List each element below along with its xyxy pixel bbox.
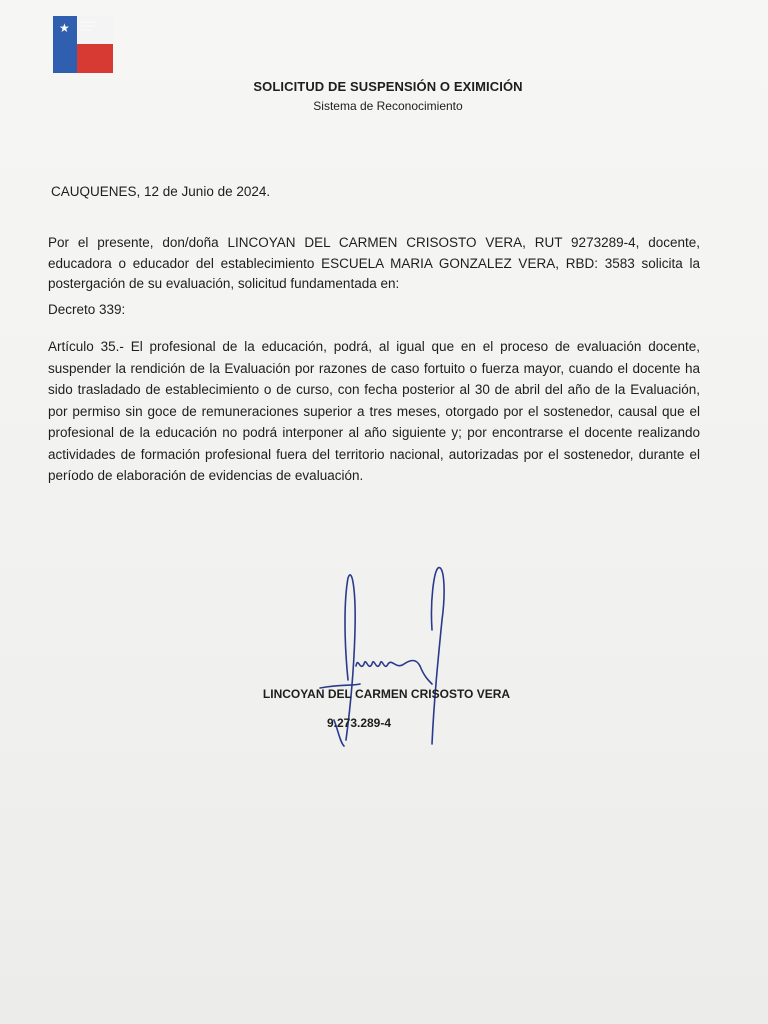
star-icon: ★ bbox=[59, 21, 70, 35]
document-subtitle: Sistema de Reconocimiento bbox=[313, 99, 463, 113]
logo-bottom-band bbox=[53, 44, 113, 73]
decree-label: Decreto 339: bbox=[48, 302, 126, 317]
logo-blue-field bbox=[53, 16, 77, 44]
document-title: SOLICITUD DE SUSPENSIÓN O EXIMICIÓN bbox=[253, 79, 523, 94]
signatory-rut: 9.273.289-4 bbox=[326, 716, 392, 730]
intro-paragraph: Por el presente, don/doña LINCOYAN DEL CARMEN CRISOSTO VERA, RUT 9273289-4, docente, educadora o educador del establecimiento ESCUELA MARIA GONZALEZ VERA, RBD: 3583 solicita la postergación de su evaluación, solicitud fundamentada en: bbox=[48, 235, 700, 291]
logo-caption bbox=[81, 20, 111, 32]
logo-caption-line: Docente bbox=[81, 28, 93, 32]
logo-blue-strip bbox=[53, 44, 77, 73]
date-line: CAUQUENES, 12 de Junio de 2024. bbox=[51, 184, 271, 199]
government-logo bbox=[53, 16, 113, 73]
logo-red-field bbox=[77, 44, 113, 73]
signatory-name: LINCOYAN DEL CARMEN CRISOSTO VERA bbox=[262, 687, 511, 701]
logo-caption-line: Evaluación bbox=[81, 24, 96, 28]
article-paragraph: Artículo 35.- El profesional de la educación, podrá, al igual que en el proceso de evaluación docente, suspender la rendición de la Evaluación por razones de caso fortuito o fuerza mayor, cuando el docente ha sido trasladado de establecimiento o de curso, con fecha posterior al 30 de abril del año de la Evaluación, por permiso sin goce de remuneraciones superior a tres meses, otorgado por el sostenedor, causal que el profesional de la educación no podrá interponer al año siguiente y; por encontrarse el docente realizando actividades de formación profesional fuera del territorio nacional, autorizadas por el sostenedor, durante el período de elaboración de evidencias de evaluación. bbox=[48, 339, 700, 483]
logo-caption-line: Unidad de bbox=[81, 20, 95, 24]
